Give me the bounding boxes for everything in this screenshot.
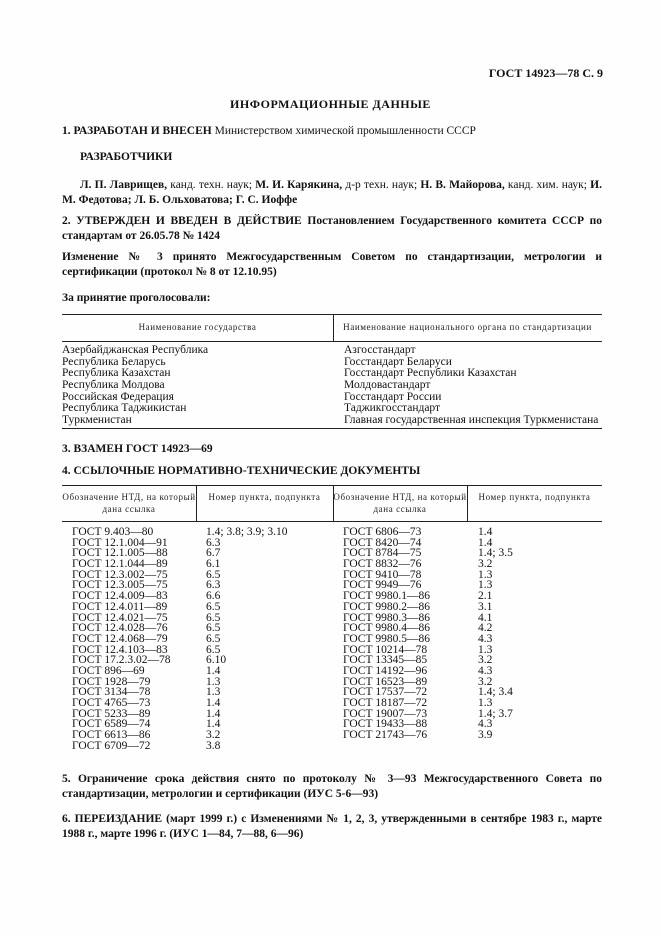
- item-cell: 3.1: [478, 600, 493, 613]
- item-cell: 3.8: [206, 739, 221, 752]
- item-cell: 6.10: [206, 654, 227, 667]
- item-cell: 4.2: [478, 622, 493, 635]
- section-6: [62, 812, 602, 842]
- item-cell: 2.1: [478, 590, 493, 603]
- item-cell: 1.4; 3.8; 3.9; 3.10: [206, 526, 288, 538]
- ntd-cell: ГОСТ 12.4.021—75: [72, 611, 168, 624]
- ntd-cell: ГОСТ 12.4.068—79: [72, 632, 168, 645]
- item-cell: 4.3: [478, 664, 493, 677]
- item-cell: 6.5: [206, 568, 221, 581]
- item-cell: 6.6: [206, 590, 221, 603]
- item-cell: 4.1: [478, 611, 493, 624]
- item-cell: 6.5: [206, 611, 221, 624]
- table2-header-rule: [62, 521, 602, 522]
- ntd-cell: ГОСТ 21743—76: [343, 729, 428, 742]
- item-cell: 1.4; 3.7: [478, 707, 513, 720]
- ntd-cell: ГОСТ 14192—96: [343, 664, 428, 677]
- item-cell: 1.3: [478, 579, 493, 592]
- table1-header-body: Наименование национального органа по стандартизации: [343, 322, 592, 332]
- ntd-cell: ГОСТ 19007—73: [343, 707, 428, 720]
- item-cell: 1.3: [478, 643, 493, 656]
- ntd-cell: ГОСТ 18187—72: [343, 697, 428, 709]
- ntd-cell: ГОСТ 10214—78: [343, 643, 428, 656]
- ntd-cell: ГОСТ 17537—72: [343, 686, 428, 699]
- item-cell: 6.5: [206, 643, 221, 656]
- item-cell: 4.3: [478, 718, 493, 731]
- item-cell: 3.2: [206, 729, 221, 742]
- item-cell: 6.1: [206, 558, 221, 571]
- item-cell: 1.4: [206, 697, 221, 709]
- ntd-cell: ГОСТ 9980.4—86: [343, 622, 431, 635]
- item-cell: 6.5: [206, 600, 221, 613]
- ntd-cell: ГОСТ 12.1.044—89: [72, 558, 168, 571]
- item-cell: 6.5: [206, 632, 221, 645]
- item-cell: 1.4: [206, 664, 221, 677]
- standards-body-cell: Госстандарт Беларуси: [344, 355, 452, 368]
- item-cell: 1.4; 3.5: [478, 547, 513, 560]
- table1-bodies-column: [344, 345, 598, 427]
- ntd-cell: ГОСТ 1928—79: [72, 675, 151, 688]
- developer-name: Л. П. Лаврищев,: [80, 179, 168, 191]
- state-cell: Российская Федерация: [62, 390, 174, 403]
- developer-degree: канд. хим. наук;: [504, 179, 591, 191]
- section-5: 5. Ограничение срока действия снято по протоколу № 3—93 Межгосударственного Совета по стандартизации, метрологии и сертификации (ИУС 5-6—93): [62, 773, 602, 800]
- ntd-cell: ГОСТ 5233—89: [72, 707, 151, 720]
- item-cell: 1.4: [206, 707, 221, 720]
- ntd-cell: ГОСТ 16523—89: [343, 675, 428, 688]
- table2-right-docs: [343, 527, 430, 741]
- ntd-cell: ГОСТ 9.403—80: [72, 526, 154, 538]
- table2-header-ntd-left: Обозначение НТД, на который дана ссылка: [62, 492, 196, 514]
- standards-body-cell: Молдовастандарт: [344, 379, 431, 392]
- table2-header-ntd-right: Обозначение НТД, на который дана ссылка: [333, 492, 467, 514]
- item-cell: 1.3: [206, 675, 221, 688]
- ntd-cell: ГОСТ 12.4.011—89: [72, 600, 168, 613]
- item-cell: 4.3: [478, 632, 493, 645]
- section-6-heading: 6. ПЕРЕИЗДАНИЕ: [62, 813, 163, 825]
- developers-list: [62, 178, 602, 208]
- ntd-cell: ГОСТ 12.1.005—88: [72, 547, 168, 560]
- table1-header-state: Наименование государства: [138, 322, 257, 332]
- developer-name: Н. В. Майорова,: [420, 179, 505, 191]
- developer-name: Г. С. Иоффе: [235, 194, 298, 206]
- state-cell: Республика Беларусь: [62, 355, 166, 368]
- ntd-cell: ГОСТ 8784—75: [343, 547, 422, 560]
- table2-top-rule: [62, 485, 602, 486]
- state-cell: Республика Казахстан: [62, 367, 171, 380]
- change-3-note: Изменение № 3 принято Межгосударственным Советом по стандартизации, метрологии и сертификации (протокол № 8 от 12.10.95): [62, 251, 602, 278]
- table2-header-item-left: Номер пункта, подпункта: [208, 492, 321, 502]
- ntd-cell: ГОСТ 896—69: [72, 664, 145, 677]
- voted-label: За принятие проголосовали:: [62, 292, 211, 304]
- item-cell: 1.4: [478, 526, 493, 538]
- page-header: ГОСТ 14923—78 С. 9: [488, 66, 603, 80]
- standards-body-cell: Госстандарт Республики Казахстан: [344, 367, 517, 380]
- ntd-cell: ГОСТ 12.4.009—83: [72, 590, 168, 603]
- table1-bottom-rule: [62, 428, 602, 429]
- ntd-cell: ГОСТ 12.4.103—83: [72, 643, 168, 656]
- table2-left-docs: [72, 527, 171, 751]
- ntd-cell: ГОСТ 4765—73: [72, 697, 151, 709]
- table1-top-rule: [62, 314, 602, 315]
- section-2-text: Постановлением Государственного комитета СССР по стандартам от 26.05.78 № 1424: [62, 215, 602, 242]
- ntd-cell: ГОСТ 19433—88: [343, 718, 428, 731]
- ntd-cell: ГОСТ 12.1.004—91: [72, 536, 168, 549]
- section-1: [62, 124, 602, 138]
- ntd-cell: ГОСТ 8420—74: [343, 536, 422, 549]
- section-4: 4. ССЫЛОЧНЫЕ НОРМАТИВНО-ТЕХНИЧЕСКИЕ ДОКУМЕНТЫ: [62, 465, 421, 477]
- ntd-cell: ГОСТ 6709—72: [72, 739, 151, 752]
- table2-right-items: [478, 527, 513, 741]
- section-2: [62, 214, 602, 244]
- developer-name: Л. Б. Ольховатова;: [134, 194, 233, 206]
- ntd-cell: ГОСТ 6613—86: [72, 729, 151, 742]
- item-cell: 1.4; 3.4: [478, 686, 513, 699]
- state-cell: Республика Молдова: [62, 379, 165, 392]
- table1-header-rule: [62, 341, 602, 342]
- item-cell: 1.3: [206, 686, 221, 699]
- state-cell: Республика Таджикистан: [62, 402, 187, 415]
- item-cell: 3.2: [478, 558, 493, 571]
- ntd-cell: ГОСТ 9980.2—86: [343, 600, 431, 613]
- item-cell: 3.2: [478, 654, 493, 667]
- developer-degree: канд. техн. наук;: [167, 179, 256, 191]
- standards-body-cell: Таджикгосстандарт: [344, 402, 441, 415]
- standards-body-cell: Главная государственная инспекция Туркменистана: [344, 414, 599, 427]
- ntd-cell: ГОСТ 9980.1—86: [343, 590, 431, 603]
- standards-body-cell: Азгосстандарт: [344, 344, 416, 356]
- ntd-cell: ГОСТ 9980.3—86: [343, 611, 431, 624]
- item-cell: 3.2: [478, 675, 493, 688]
- section-1-heading: 1. РАЗРАБОТАН И ВНЕСЕН: [62, 125, 212, 137]
- section-3: 3. ВЗАМЕН ГОСТ 14923—69: [62, 443, 213, 455]
- ntd-cell: ГОСТ 8832—76: [343, 558, 422, 571]
- ntd-cell: ГОСТ 12.3.005—75: [72, 579, 168, 592]
- item-cell: 6.7: [206, 547, 221, 560]
- standards-body-cell: Госстандарт России: [344, 390, 442, 403]
- page-title: ИНФОРМАЦИОННЫЕ ДАННЫЕ: [230, 97, 431, 111]
- item-cell: 6.3: [206, 536, 221, 549]
- ntd-cell: ГОСТ 9410—78: [343, 568, 422, 581]
- item-cell: 1.3: [478, 697, 493, 709]
- section-6-text: (март 1999 г.) с Изменениями № 1, 2, 3, утвержденными в сентябре 1983 г., марте 1988 г., марте 1996 г. (ИУС 1—84, 7—88, 6—96): [62, 813, 602, 840]
- ntd-cell: ГОСТ 9949—76: [343, 579, 422, 592]
- ntd-cell: ГОСТ 12.4.028—76: [72, 622, 168, 635]
- developers-heading: РАЗРАБОТЧИКИ: [80, 151, 173, 163]
- item-cell: 3.9: [478, 729, 493, 742]
- item-cell: 1.4: [478, 536, 493, 549]
- developer-name: И. М. Федотова;: [62, 179, 602, 206]
- item-cell: 1.4: [206, 718, 221, 731]
- table2-header-item-right: Номер пункта, подпункта: [478, 492, 591, 502]
- item-cell: 6.3: [206, 579, 221, 592]
- table2-left-items: [206, 527, 287, 751]
- section-1-text: Министерством химической промышленности СССР: [211, 125, 476, 137]
- section-2-heading: 2. УТВЕРЖДЕН И ВВЕДЕН В ДЕЙСТВИЕ: [62, 215, 302, 227]
- item-cell: 6.5: [206, 622, 221, 635]
- table1-states-column: [62, 345, 208, 427]
- developer-degree: д-р техн. наук;: [342, 179, 421, 191]
- state-cell: Азербайджанская Республика: [62, 344, 209, 356]
- item-cell: 1.3: [478, 568, 493, 581]
- ntd-cell: ГОСТ 17.2.3.02—78: [72, 654, 171, 667]
- ntd-cell: ГОСТ 6806—73: [343, 526, 422, 538]
- developer-name: М. И. Карякина,: [255, 179, 343, 191]
- ntd-cell: ГОСТ 9980.5—86: [343, 632, 431, 645]
- ntd-cell: ГОСТ 13345—85: [343, 654, 428, 667]
- state-cell: Туркменистан: [62, 414, 132, 427]
- ntd-cell: ГОСТ 12.3.002—75: [72, 568, 168, 581]
- ntd-cell: ГОСТ 3134—78: [72, 686, 151, 699]
- ntd-cell: ГОСТ 6589—74: [72, 718, 151, 731]
